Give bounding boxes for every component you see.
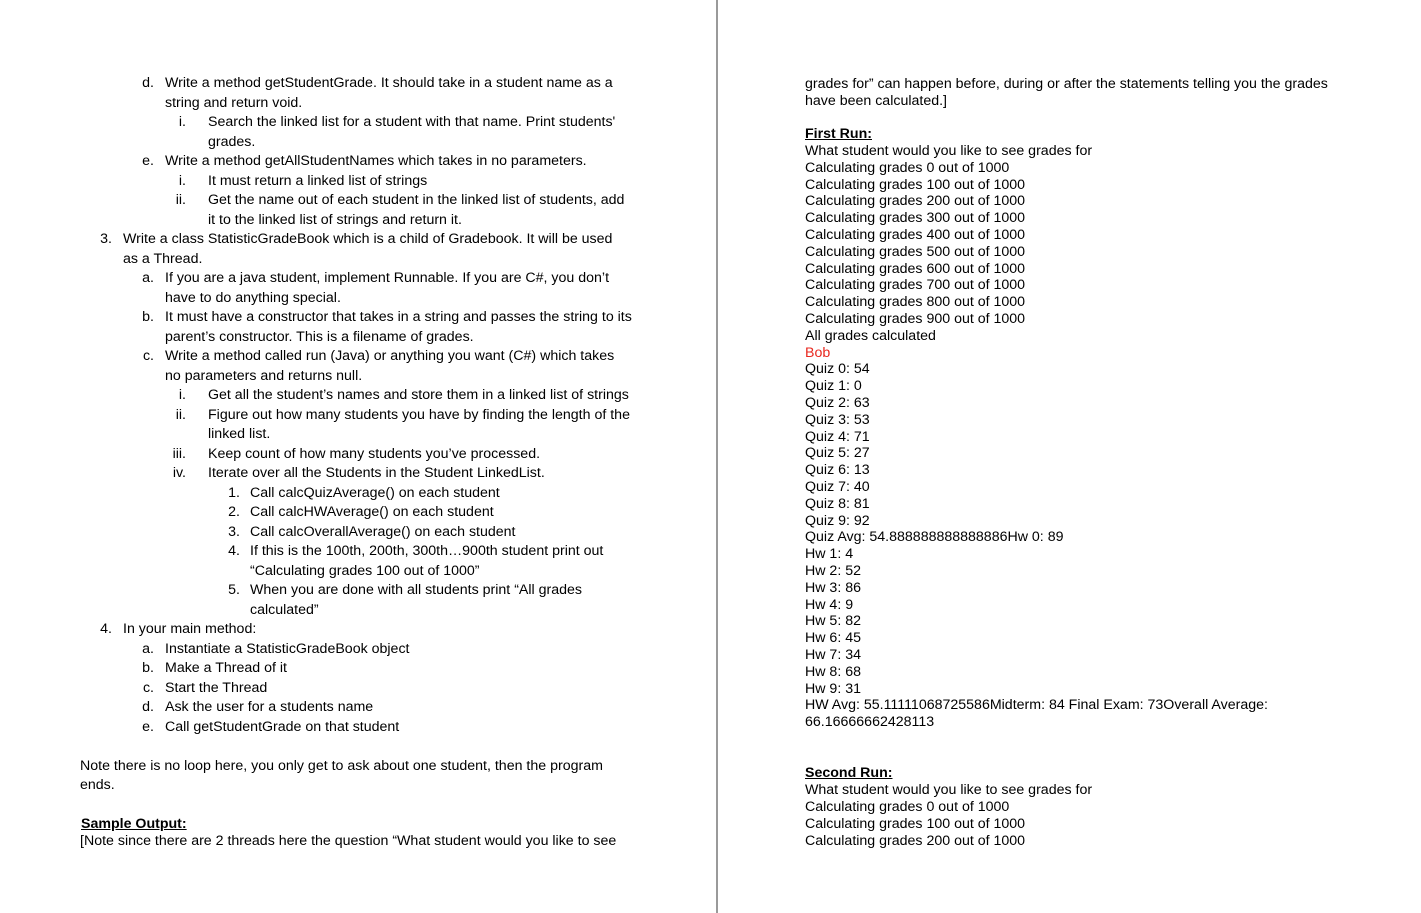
- list-marker: 4.: [100, 621, 112, 637]
- list-text: Write a method getAllStudentNames which takes in no parameters.: [165, 153, 587, 169]
- list-marker: iii.: [172, 445, 186, 462]
- list-marker: i.: [178, 387, 186, 403]
- student-name-output: Bob: [805, 344, 831, 361]
- list-marker: d.: [142, 699, 154, 715]
- list-text: Call getStudentGrade on that student: [165, 718, 400, 735]
- list-text: linked list.: [208, 426, 271, 442]
- output-line: Quiz 1: 0: [805, 378, 862, 395]
- list-text: Instantiate a StatisticGradeBook object: [165, 640, 410, 657]
- output-line: Hw 1: 4: [805, 546, 854, 563]
- list-text: no parameters and returns null.: [165, 367, 363, 384]
- list-marker: e.: [142, 718, 154, 735]
- list-text: grades.: [208, 133, 256, 150]
- list-marker: i.: [178, 114, 186, 130]
- output-line: Quiz 5: 27: [805, 445, 870, 462]
- output-line: Calculating grades 200 out of 1000: [805, 193, 1026, 210]
- output-line: HW Avg: 55.11111068725586Midterm: 84 Final Exam: 73Overall Average:: [805, 697, 1268, 714]
- list-marker: 3.: [228, 523, 240, 540]
- list-marker: a.: [142, 270, 154, 286]
- list-marker: a.: [142, 640, 154, 657]
- list-marker: c.: [142, 348, 154, 364]
- output-line: Calculating grades 300 out of 1000: [805, 210, 1026, 227]
- list-marker: 3.: [100, 231, 112, 247]
- output-line: Hw 4: 9: [805, 596, 854, 613]
- right-page: [718, 0, 1421, 913]
- second-run-heading: Second Run:: [805, 765, 893, 781]
- output-line: Calculating grades 0 out of 1000: [805, 159, 1010, 176]
- list-text: Write a class StatisticGradeBook which is a child of Gradebook. It will be used: [123, 231, 613, 247]
- sample-output-heading: Sample Output:: [81, 816, 187, 832]
- list-text: string and return void.: [165, 94, 303, 111]
- list-text: Call calcQuizAverage() on each student: [250, 484, 500, 501]
- output-line: 66.16666662428113: [805, 714, 935, 731]
- list-text: as a Thread.: [123, 250, 203, 267]
- list-text: Ask the user for a students name: [165, 699, 374, 715]
- note-text: Note there is no loop here, you only get to ask about one student, then the program: [80, 757, 603, 774]
- output-line: Hw 8: 68: [805, 663, 861, 680]
- list-text: Call calcOverallAverage() on each student: [250, 523, 516, 540]
- list-marker: b.: [142, 309, 154, 325]
- list-text: Search the linked list for a student with that name. Print students': [208, 114, 616, 130]
- list-text: In your main method:: [123, 621, 257, 637]
- list-text: parent’s constructor. This is a filename of grades.: [165, 328, 474, 345]
- list-text: It must return a linked list of strings: [208, 172, 428, 189]
- output-line: Calculating grades 900 out of 1000: [805, 311, 1026, 327]
- output-line: Quiz 8: 81: [805, 495, 870, 512]
- list-marker: e.: [142, 153, 154, 169]
- output-line: Hw 7: 34: [805, 647, 861, 663]
- list-marker: 5.: [228, 582, 240, 598]
- output-line: Calculating grades 400 out of 1000: [805, 227, 1026, 243]
- list-text: Make a Thread of it: [165, 660, 287, 676]
- list-text: Write a method getStudentGrade. It should take in a student name as a: [165, 75, 613, 91]
- output-line: What student would you like to see grades for: [805, 143, 1093, 159]
- list-text: Iterate over all the Students in the Student LinkedList.: [208, 465, 545, 481]
- output-line: Calculating grades 100 out of 1000: [805, 816, 1026, 832]
- list-text: If this is the 100th, 200th, 300th…900th student print out: [250, 543, 604, 559]
- output-line: Hw 5: 82: [805, 613, 861, 630]
- list-text: Keep count of how many students you’ve processed.: [208, 445, 541, 462]
- output-line: All grades calculated: [805, 327, 936, 344]
- output-line: Hw 6: 45: [805, 630, 861, 647]
- output-line: Calculating grades 800 out of 1000: [805, 294, 1026, 311]
- output-line: Quiz 0: 54: [805, 361, 870, 378]
- list-text: Write a method called run (Java) or anything you want (C#) which takes: [165, 348, 615, 364]
- note-text: ends.: [80, 777, 115, 793]
- output-line: Calculating grades 500 out of 1000: [805, 243, 1026, 260]
- output-line: Hw 9: 31: [805, 680, 861, 697]
- list-text: have to do anything special.: [165, 289, 341, 306]
- output-line: Calculating grades 0 out of 1000: [805, 799, 1010, 815]
- output-line: Calculating grades 100 out of 1000: [805, 176, 1026, 193]
- output-line: Hw 3: 86: [805, 579, 861, 596]
- output-line: Calculating grades 700 out of 1000: [805, 277, 1026, 294]
- list-text: When you are done with all students print “All grades: [250, 582, 583, 598]
- list-text: calculated”: [250, 601, 319, 618]
- output-line: Quiz Avg: 54.888888888888886Hw 0: 89: [805, 529, 1064, 546]
- output-line: Quiz 2: 63: [805, 395, 870, 411]
- list-marker: 4.: [228, 543, 240, 559]
- list-text: Figure out how many students you have by finding the length of the: [208, 406, 630, 423]
- list-marker: 2.: [228, 504, 240, 520]
- list-text: Get the name out of each student in the linked list of students, add: [208, 192, 625, 208]
- list-marker: iv.: [172, 465, 186, 481]
- output-line: Calculating grades 200 out of 1000: [805, 833, 1026, 849]
- list-text: It must have a constructor that takes in a string and passes the string to its: [165, 309, 632, 325]
- list-marker: b.: [142, 660, 154, 676]
- list-text: “Calculating grades 100 out of 1000”: [250, 562, 480, 579]
- output-line: What student would you like to see grades for: [805, 782, 1093, 798]
- list-text: Start the Thread: [165, 679, 268, 696]
- list-text: it to the linked list of strings and return it.: [208, 211, 462, 228]
- list-marker: d.: [142, 75, 154, 91]
- list-text: Call calcHWAverage() on each student: [250, 504, 494, 520]
- output-line: Hw 2: 52: [805, 563, 861, 579]
- list-text: If you are a java student, implement Runnable. If you are C#, you don’t: [165, 270, 610, 286]
- list-marker: ii.: [175, 192, 186, 208]
- output-line: Calculating grades 600 out of 1000: [805, 260, 1026, 277]
- list-marker: 1.: [228, 484, 240, 501]
- sample-output-note: [Note since there are 2 threads here the question “What student would you like to see: [80, 833, 617, 849]
- output-line: Quiz 4: 71: [805, 428, 870, 445]
- output-line: Quiz 7: 40: [805, 479, 870, 495]
- continued-text: have been calculated.]: [805, 93, 947, 109]
- output-line: Quiz 3: 53: [805, 411, 870, 428]
- output-line: Quiz 9: 92: [805, 512, 870, 529]
- continued-text: grades for” can happen before, during or after the statements telling you the grades: [805, 76, 1328, 92]
- list-marker: i.: [178, 172, 186, 189]
- list-marker: c.: [142, 679, 154, 696]
- output-line: Quiz 6: 13: [805, 462, 870, 479]
- list-marker: ii.: [175, 406, 186, 423]
- first-run-heading: First Run:: [805, 126, 872, 142]
- list-text: Get all the student’s names and store them in a linked list of strings: [208, 387, 629, 403]
